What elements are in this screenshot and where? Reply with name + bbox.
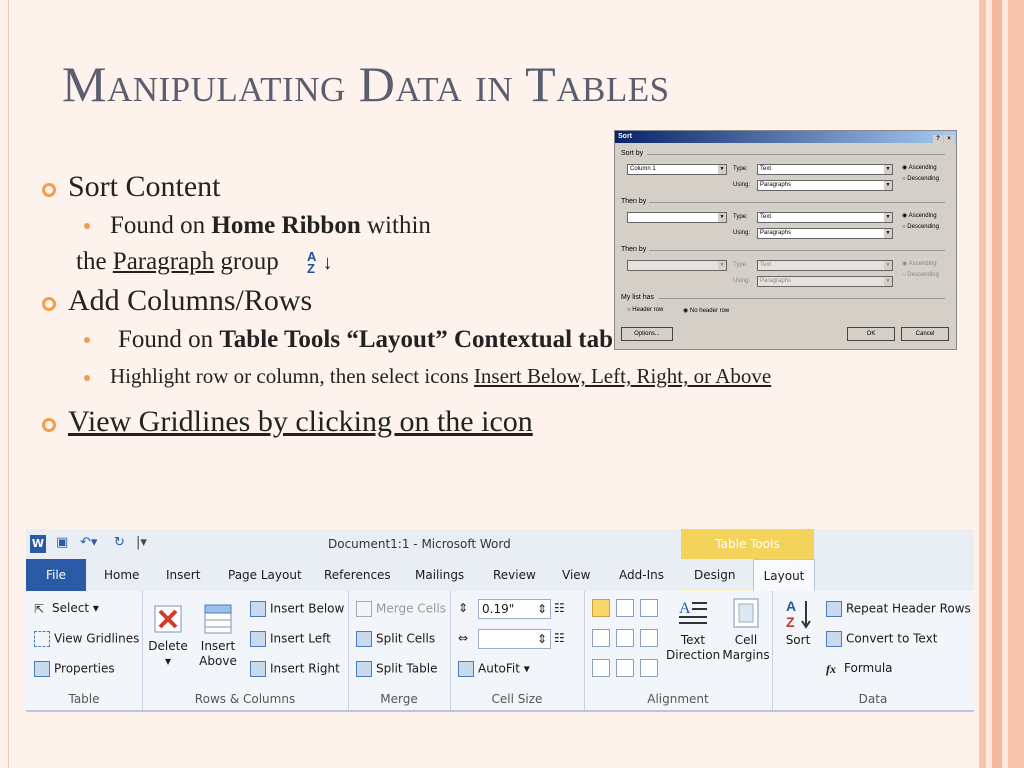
tab-file[interactable]: File: [26, 559, 86, 591]
merge-cells-icon: [356, 601, 372, 617]
sort-ascending-radio[interactable]: ◉ Ascending: [902, 165, 937, 171]
insert-above-button[interactable]: Insert Above: [196, 603, 240, 669]
then-by-label-2: Then by: [621, 246, 647, 253]
sort-icon: [782, 597, 814, 629]
then-by-column-select-2[interactable]: ▼: [627, 260, 727, 271]
merge-cells-button[interactable]: Merge Cells: [356, 601, 446, 617]
sort-az-icon: A Z: [306, 249, 317, 277]
svg-text:A: A: [786, 598, 797, 614]
word-app-icon[interactable]: W: [30, 535, 46, 553]
bullet-view-gridlines: View Gridlines by clicking on the icon: [40, 405, 620, 439]
group-cell-size: ⇕ 0.19" ⇕ ☷ ⇔ ⇕ ☷ AutoFit ▾ Cell Size: [450, 591, 585, 710]
word-ribbon: [26, 529, 974, 712]
group-rows-columns: Delete ▾ Insert Above Insert Below Insert Left Insert Right Rows & Columns: [142, 591, 349, 710]
autofit-button[interactable]: AutoFit ▾: [458, 661, 530, 677]
tab-design[interactable]: Design: [694, 568, 736, 582]
split-table-button[interactable]: Split Table: [356, 661, 437, 677]
group-data: A Z Sort Repeat Header Rows Convert to Text fx Formula Data: [772, 591, 974, 710]
then-ascending-radio-2[interactable]: ◉ Ascending: [902, 261, 937, 267]
formula-button[interactable]: fx Formula: [826, 661, 893, 676]
cursor-icon: ⇱: [34, 601, 45, 616]
no-header-row-radio[interactable]: ◉ No header row: [683, 308, 730, 314]
tab-page-layout[interactable]: Page Layout: [228, 568, 302, 582]
then-by-column-select-1[interactable]: ▼: [627, 212, 727, 223]
insert-below-icon: [250, 601, 266, 617]
split-table-icon: [356, 661, 372, 677]
text-direction-button[interactable]: A Text Direction: [666, 597, 720, 663]
formula-icon: fx: [826, 661, 836, 676]
svg-text:A: A: [679, 600, 691, 617]
insert-left-icon: [250, 631, 266, 647]
convert-text-icon: [826, 631, 842, 647]
convert-to-text-button[interactable]: Convert to Text: [826, 631, 937, 647]
then-by-using-select-2[interactable]: Paragraphs ▼: [757, 276, 893, 287]
insert-left-button[interactable]: Insert Left: [250, 631, 331, 647]
sort-by-type-select[interactable]: Text ▼: [757, 164, 893, 175]
sort-dialog: Sort ? × Sort by Column 1 ▼ Type: Text ▼ Using: Paragraphs ▼ ◉ Ascending ○ Descending Then by ▼ Type: Text ▼ Using: Paragraphs ▼ ◉ Ascending ○ Descending Then by ▼ Type: Text ▼ Using: Paragraphs ▼ ◉ Ascending ○ Descending My list has ○ Header row ◉ No header row Options... OK Cancel: [614, 130, 957, 350]
then-descending-radio-2[interactable]: ○ Descending: [902, 272, 939, 278]
slide-title: Manipulating Data in Tables: [62, 56, 670, 112]
properties-button[interactable]: Properties: [34, 661, 115, 677]
insert-below-button[interactable]: Insert Below: [250, 601, 344, 617]
group-alignment: A Text Direction Cell Margins Alignment: [584, 591, 773, 710]
align-center-icon[interactable]: [616, 629, 634, 647]
group-merge: Merge Cells Split Cells Split Table Merge: [348, 591, 451, 710]
tab-layout[interactable]: Layout: [753, 559, 815, 593]
ok-button[interactable]: OK: [847, 327, 895, 341]
cell-margins-button[interactable]: Cell Margins: [722, 597, 770, 663]
split-cells-icon: [356, 631, 372, 647]
align-top-left-icon[interactable]: [592, 599, 610, 617]
align-bottom-left-icon[interactable]: [592, 659, 610, 677]
then-by-using-select-1[interactable]: Paragraphs ▼: [757, 228, 893, 239]
group-table: ⇱ Select ▾ View Gridlines Properties Table: [26, 591, 143, 710]
column-width-input[interactable]: ⇕: [478, 629, 551, 649]
my-list-has-label: My list has: [621, 294, 655, 301]
redo-icon[interactable]: ↻: [114, 535, 125, 550]
repeat-header-icon: [826, 601, 842, 617]
svg-text:Z: Z: [786, 614, 795, 629]
tab-add-ins[interactable]: Add-Ins: [619, 568, 664, 582]
autofit-icon: [458, 661, 474, 677]
customize-qat-icon[interactable]: |▾: [136, 535, 147, 550]
gridlines-icon: [34, 631, 50, 647]
tab-mailings[interactable]: Mailings: [415, 568, 465, 582]
then-by-type-select-1[interactable]: Text ▼: [757, 212, 893, 223]
bullet-sort-content: Sort Content: [40, 170, 620, 204]
view-gridlines-button[interactable]: View Gridlines: [34, 631, 139, 647]
repeat-header-rows-button[interactable]: Repeat Header Rows: [826, 601, 971, 617]
options-button[interactable]: Options...: [621, 327, 673, 341]
undo-icon[interactable]: ↶▾: [80, 535, 98, 550]
paragraph-group-line: the Paragraph group A Z ↓: [76, 248, 333, 277]
sub-bullet-table-tools: Found on Table Tools “Layout” Contextual tab: [40, 324, 620, 356]
select-button[interactable]: ⇱ Select ▾: [34, 601, 99, 616]
distribute-columns-icon[interactable]: ☷: [554, 631, 565, 645]
align-bottom-center-icon[interactable]: [616, 659, 634, 677]
properties-icon: [34, 661, 50, 677]
help-button[interactable]: ?: [933, 135, 943, 143]
then-by-type-select-2[interactable]: Text ▼: [757, 260, 893, 271]
row-height-icon: ⇕: [458, 601, 469, 615]
sort-by-column-select[interactable]: Column 1 ▼: [627, 164, 727, 175]
tab-review[interactable]: Review: [493, 568, 536, 582]
insert-right-button[interactable]: Insert Right: [250, 661, 340, 677]
align-center-left-icon[interactable]: [592, 629, 610, 647]
sort-button[interactable]: A Z Sort: [778, 597, 818, 648]
cell-margins-icon: [730, 597, 762, 629]
align-top-right-icon[interactable]: [640, 599, 658, 617]
ribbon-tabs: [26, 559, 974, 591]
text-direction-icon: [677, 597, 709, 629]
distribute-rows-icon[interactable]: ☷: [554, 601, 565, 615]
then-descending-radio-1[interactable]: ○ Descending: [902, 224, 939, 230]
tab-insert[interactable]: Insert: [166, 568, 201, 582]
dialog-title-bar: Sort ? ×: [615, 131, 956, 143]
quick-access-toolbar: [26, 529, 974, 559]
close-button[interactable]: ×: [944, 135, 954, 143]
tab-references[interactable]: References: [324, 568, 391, 582]
window-title: Document1:1 - Microsoft Word: [328, 537, 511, 551]
sort-by-using-select[interactable]: Paragraphs ▼: [757, 180, 893, 191]
then-ascending-radio-1[interactable]: ◉ Ascending: [902, 213, 937, 219]
sub-bullet-highlight: Highlight row or column, then select icons Insert Below, Left, Right, or Above: [40, 362, 870, 391]
tab-home[interactable]: Home: [104, 568, 140, 582]
header-row-radio[interactable]: ○ Header row: [627, 307, 664, 313]
sort-by-label: Sort by: [621, 150, 644, 157]
column-width-icon: ⇔: [458, 631, 469, 645]
insert-right-icon: [250, 661, 266, 677]
tab-view[interactable]: View: [562, 568, 591, 582]
row-height-input[interactable]: 0.19" ⇕: [478, 599, 551, 619]
save-icon[interactable]: ▣: [56, 535, 69, 550]
decorative-stripes: [980, 0, 1024, 768]
then-by-label-1: Then by: [621, 198, 647, 205]
split-cells-button[interactable]: Split Cells: [356, 631, 435, 647]
align-top-center-icon[interactable]: [616, 599, 634, 617]
sub-bullet-home-ribbon: Found on Home Ribbon within: [40, 210, 620, 242]
bullet-add-columns: Add Columns/Rows: [40, 284, 620, 318]
delete-table-icon: [152, 603, 184, 635]
insert-above-icon: [202, 603, 234, 635]
table-tools-contextual-label: Table Tools: [681, 529, 814, 559]
delete-button[interactable]: Delete ▾: [148, 603, 188, 669]
ribbon-body: [26, 591, 974, 710]
align-center-right-icon[interactable]: [640, 629, 658, 647]
align-bottom-right-icon[interactable]: [640, 659, 658, 677]
sort-descending-radio[interactable]: ○ Descending: [902, 176, 939, 182]
cancel-button[interactable]: Cancel: [901, 327, 949, 341]
